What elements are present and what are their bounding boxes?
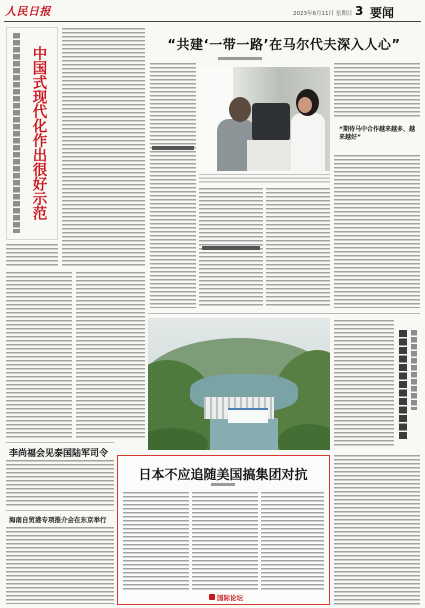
body-text-column bbox=[334, 455, 420, 605]
doctor-coat bbox=[291, 113, 325, 171]
section-subhead bbox=[202, 246, 260, 250]
body-text-column bbox=[76, 272, 145, 438]
page-number: 3 bbox=[355, 4, 364, 18]
japan-headline[interactable]: 日本不应追随美国搞集团对抗 bbox=[138, 468, 308, 483]
vertical-subtitle bbox=[13, 33, 20, 233]
body-text-column bbox=[334, 155, 420, 308]
column-logo-icon bbox=[209, 594, 215, 600]
masthead-rule bbox=[4, 21, 421, 22]
vertical-subheadline bbox=[411, 330, 417, 410]
body-text-column bbox=[6, 244, 58, 268]
body-text-column bbox=[6, 460, 114, 508]
photo-eye-exam bbox=[199, 67, 330, 171]
body-text-column bbox=[334, 63, 420, 118]
commentary-box bbox=[117, 455, 330, 605]
body-text-column bbox=[123, 492, 189, 590]
vertical-headline bbox=[399, 330, 407, 440]
body-text-column bbox=[62, 28, 145, 268]
section-divider bbox=[148, 313, 420, 314]
doctor-face bbox=[298, 97, 312, 113]
exam-machine bbox=[252, 103, 290, 141]
body-text-column bbox=[6, 527, 114, 604]
body-text-column bbox=[6, 272, 72, 438]
maldives-headline[interactable]: “共建‘一带一路’在马尔代夫深入人心” bbox=[167, 38, 401, 53]
byline bbox=[218, 57, 262, 60]
section-name: 要闻 bbox=[370, 6, 395, 20]
section-divider bbox=[6, 442, 114, 443]
issue-date: 2023年6月11日 星期日 bbox=[293, 11, 353, 17]
hainan-headline[interactable]: 海南自贸港专项推介会在东京举行 bbox=[9, 516, 107, 524]
masthead-logo: 人民日报 bbox=[5, 5, 51, 18]
body-text-column bbox=[192, 492, 258, 590]
photo-caption bbox=[199, 174, 330, 184]
byline bbox=[211, 483, 235, 486]
section-subhead bbox=[152, 146, 194, 150]
subhead-box bbox=[336, 122, 418, 149]
photo-hydropower-dam bbox=[148, 318, 330, 450]
patient-head bbox=[229, 97, 251, 122]
section-divider bbox=[6, 510, 114, 511]
li-shangfu-headline[interactable]: 李尚福会见泰国陆军司令 bbox=[9, 449, 109, 459]
body-text-column bbox=[261, 492, 324, 590]
maldives-subhead: “期待马中合作越来越多、越来越好” bbox=[339, 126, 415, 141]
powerhouse bbox=[228, 408, 268, 423]
modernization-headline[interactable]: 中国式现代化作出很好示范 bbox=[30, 46, 47, 220]
column-name: 国际论坛 bbox=[217, 594, 243, 602]
body-text-column bbox=[266, 188, 330, 308]
body-text-column bbox=[334, 320, 394, 448]
body-text-column bbox=[150, 63, 196, 308]
